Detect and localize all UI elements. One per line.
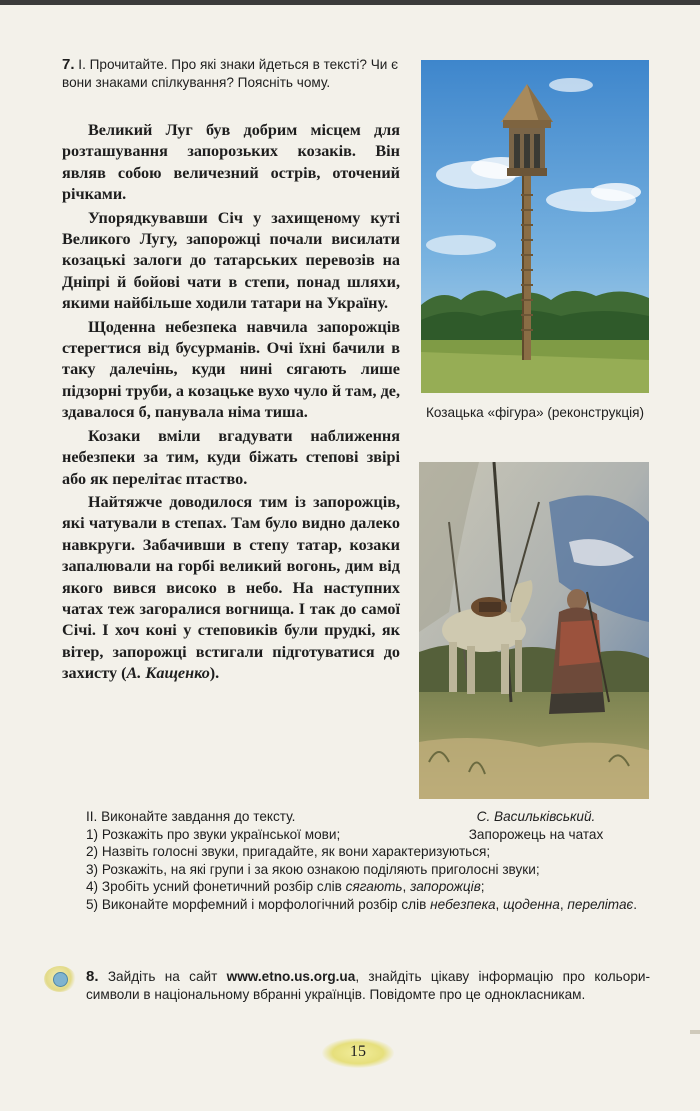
story-paragraph: Козаки вміли вгадувати наближення небезпеки за тим, куди біжать степові звірі або як перелітає птаство. — [62, 426, 400, 488]
author-close: ). — [209, 664, 220, 683]
task-item-4 — [86, 878, 656, 896]
task-8-text-end: , знайдіть цікаву інформацію про кольори-символи в національному вбранні українців. Повідомте про це однокласникам. — [86, 969, 650, 1002]
painting-illustration — [419, 462, 649, 799]
story-paragraph-text: Найтяжче доводилося тим із запорожців, які чатували в степах. Там було видно далеко навкруги. Забачивши в степу татар, козаки запалювали на горбі великий вогонь, дим від якого вився високо в небо. На наступних чатах теж загоралися вогнища. І так до самої Січі. І хоч коні у степовиків були прудкі, як вітер, запорожці встигали підготуватися до захисту — [62, 492, 400, 683]
task-item-3: 3) Розкажіть, на які групи і за якою ознакою поділяють приголосні звуки; — [86, 861, 540, 877]
reading-text — [62, 120, 400, 687]
task-7-instruction: І. Прочитайте. Про які знаки йдеться в тексті? Чи є вони знаками спілкування? Поясніть чому. — [62, 57, 399, 90]
task-item-1: 1) Розкажіть про звуки української мови; — [86, 826, 341, 842]
story-paragraph: Щоденна небезпека навчила запорожців стерегтися від бусурманів. Очі їхні бачили в таку далечінь, куди нині сягають лише підзорні труби, а козацьке вухо чуло й там, де, здавалося б, панувала німа тиша. — [62, 317, 401, 422]
task-7-number: 7. — [62, 56, 75, 73]
story-paragraph: Великий Луг був добрим місцем для розташування запорозьких козаків. Він являв собою величезний острів, оточений річками. — [62, 121, 400, 204]
task-8-number: 8. — [86, 968, 99, 985]
author-open: ( — [117, 664, 127, 683]
story-paragraph: Упорядкувавши Січ у захищеному куті Великого Лугу, запорожці почали висилати козацькі залоги до татарських перевозів на Дніпрі й бойові чати в степи, понад шляхи, якими найбільше ходили татари на Україну. — [62, 208, 400, 313]
task-8-text: Зайдіть на сайт — [98, 969, 227, 984]
cossack-figura-photo — [421, 60, 649, 393]
item-5-text: 5) Виконайте морфемний і морфологічний розбір слів — [86, 896, 431, 912]
word-shchodenna: щоденна — [503, 896, 560, 912]
page-edge-mark — [690, 1030, 700, 1034]
item-4-text: 4) Зробіть усний фонетичний розбір слів — [86, 879, 346, 894]
item-5-separator: , — [559, 896, 568, 912]
item-4-separator: , — [402, 879, 411, 894]
zaporozhets-painting — [419, 462, 649, 799]
item-5-end: . — [633, 896, 638, 912]
story-paragraph-last — [62, 492, 400, 685]
photo-illustration — [421, 60, 649, 393]
website-link[interactable]: www.etno.us.org.ua — [226, 969, 356, 984]
page-number: 15 — [350, 1043, 366, 1060]
word-nebezpeka: небезпека — [430, 896, 496, 912]
task-7-heading — [62, 56, 402, 92]
word-syahayut: сягають — [345, 879, 403, 894]
task-2-heading: ІІ. Виконайте завдання до тексту. — [86, 809, 296, 824]
task-item-5 — [86, 896, 646, 914]
item-5-separator: , — [495, 896, 504, 912]
item-4-end: ; — [480, 879, 485, 894]
globe-icon — [53, 972, 68, 987]
story-author: А. Кащенко — [126, 664, 210, 683]
word-perelitaye: перелітає — [567, 896, 634, 912]
task-8 — [86, 968, 650, 1004]
painting-artist: С. Васильківський. — [476, 809, 596, 824]
research-task-icon — [44, 966, 76, 992]
task-item-2: 2) Назвіть голосні звуки, пригадайте, як вони характеризуються; — [86, 844, 491, 859]
page-number-badge — [322, 1038, 394, 1068]
word-zaporozhtsiv: запорожців — [410, 879, 481, 894]
painting-title: Запорожець на чатах — [468, 827, 604, 842]
top-rule — [0, 0, 700, 5]
photo-caption: Козацька «фігура» (реконструкція) — [425, 405, 645, 420]
painting-caption — [420, 808, 652, 844]
